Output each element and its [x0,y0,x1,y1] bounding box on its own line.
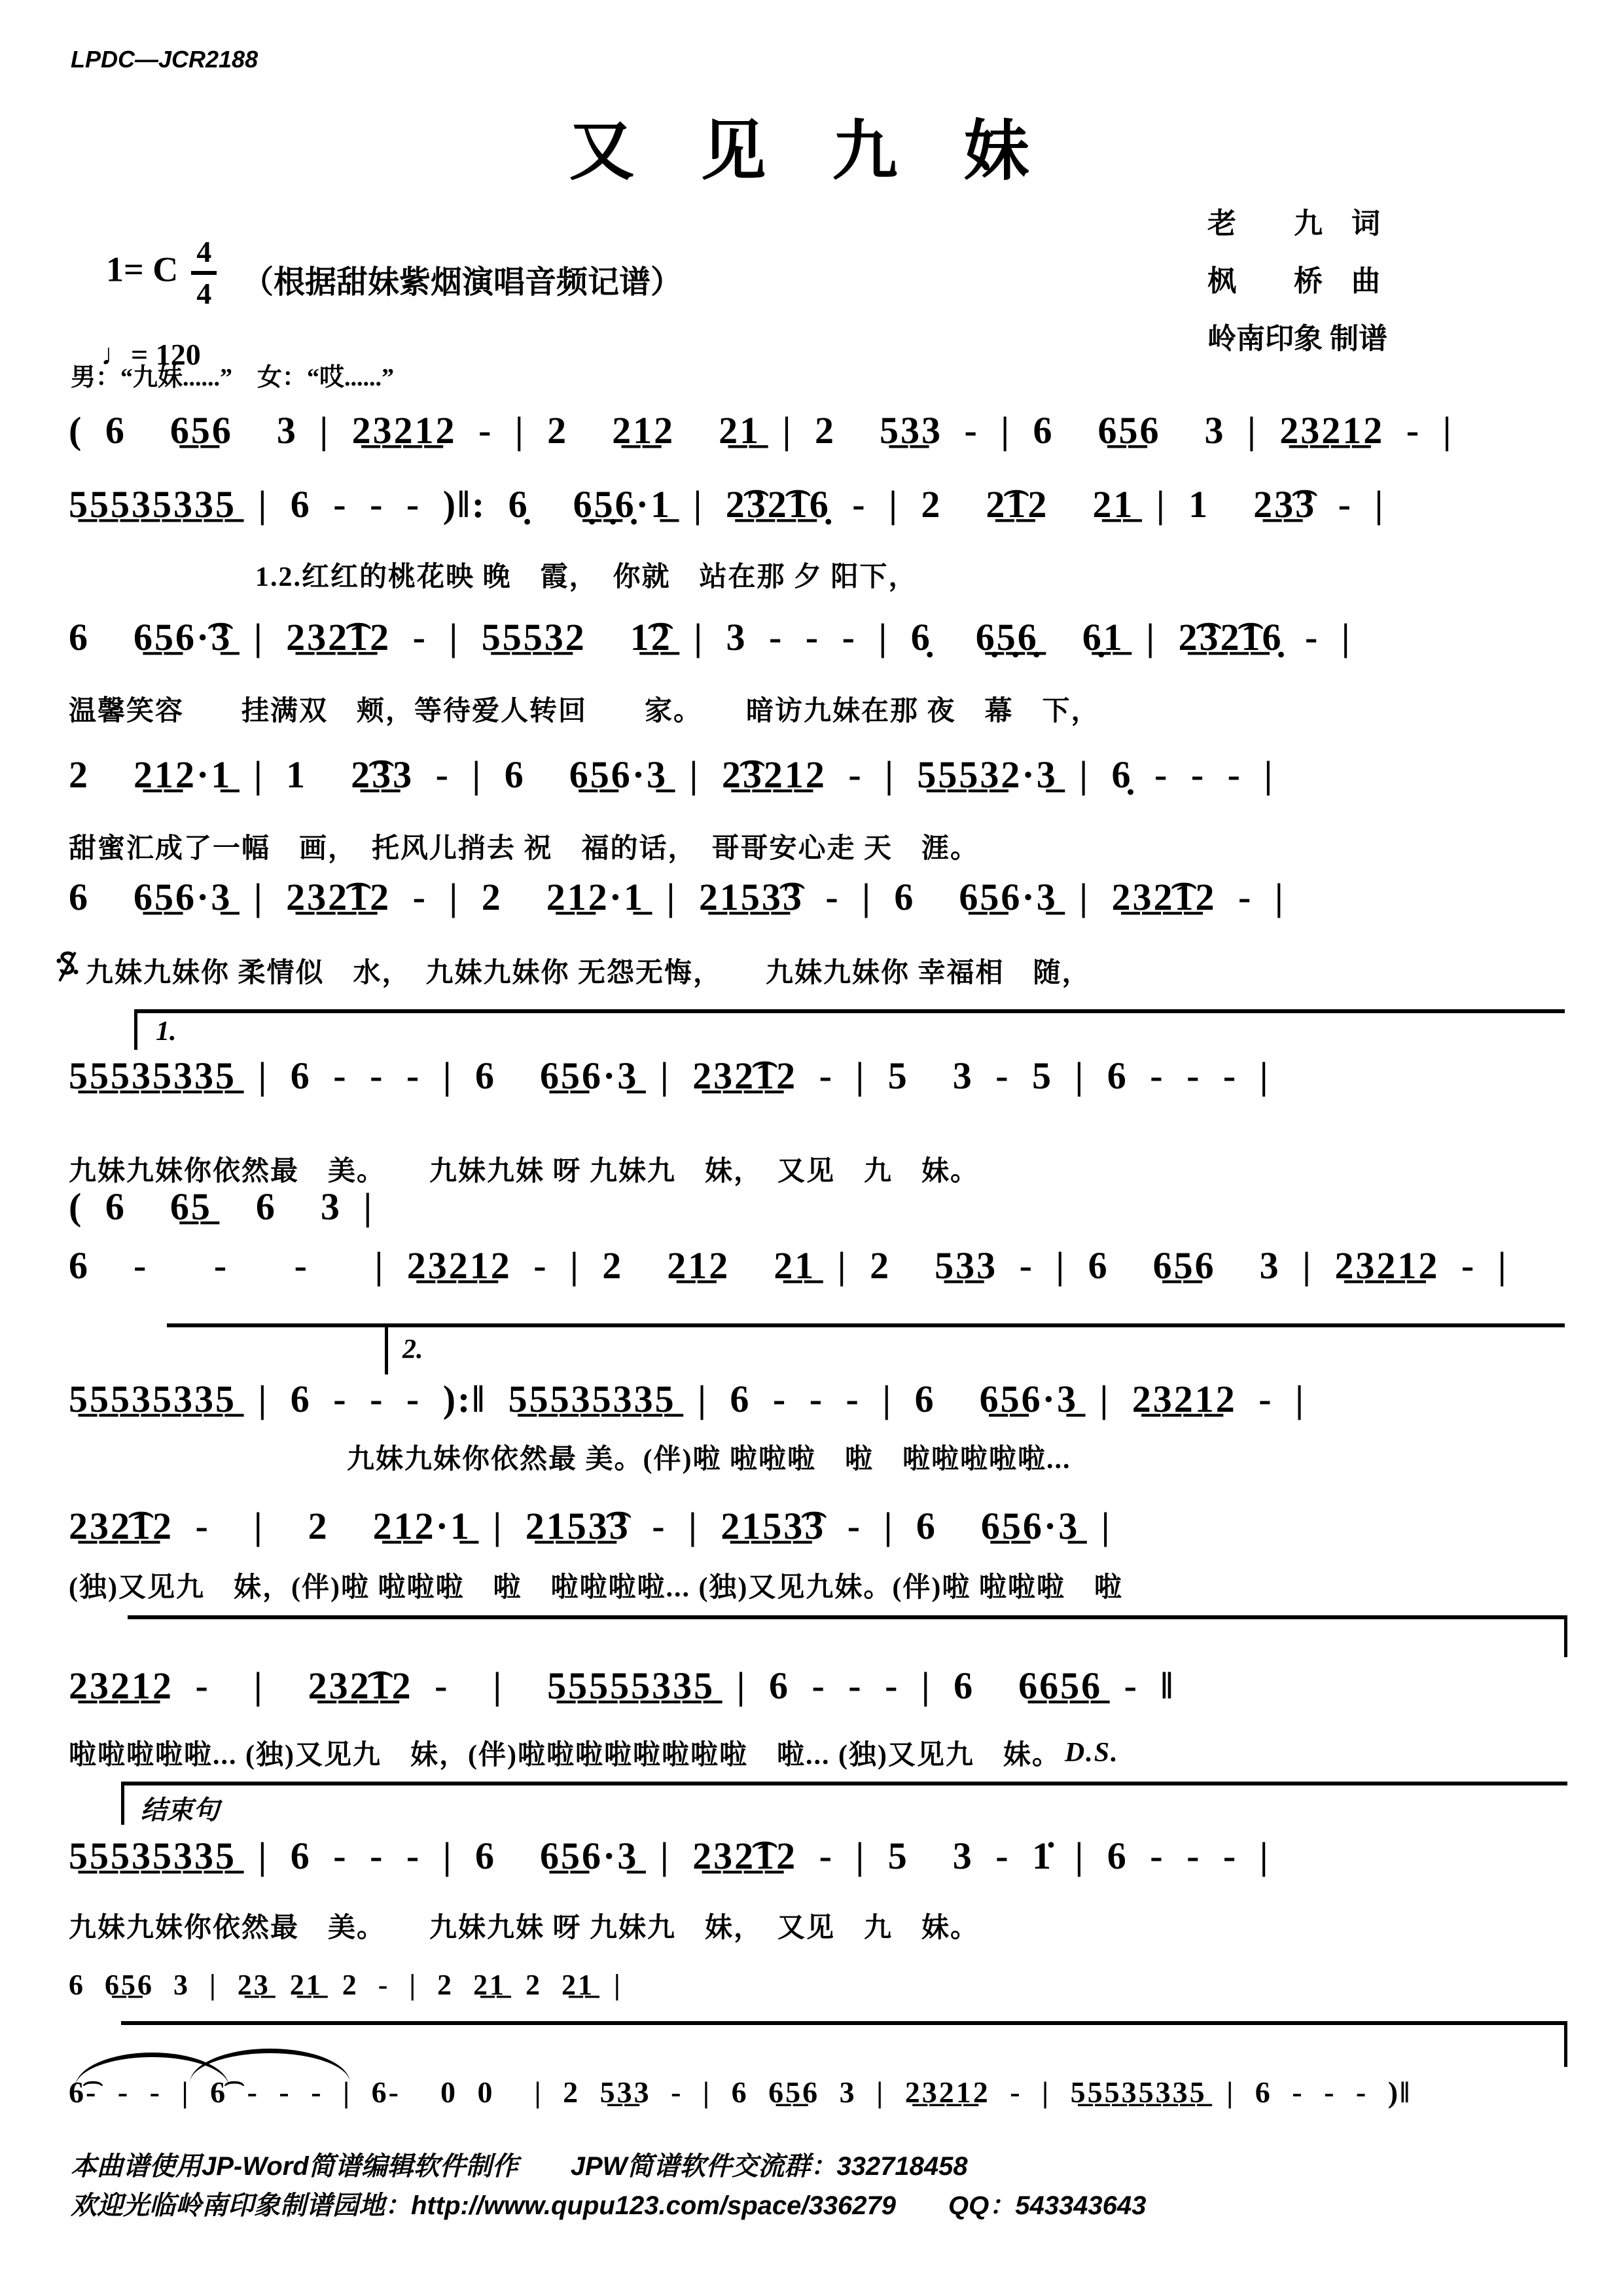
coda-label: 结束句 [141,1795,219,1825]
credit-lyricist: 老 九 词 [1207,207,1380,240]
music-line-4: 2 2̲1̲2·1̲ | 1 2̲͡3̲3 - | 6 6̲5̲6·3̲ | 2̲͡3̲2̲1̲2 - | 5̲5̲5̲3̲2·3̲ | 6̣ - - - | [69,753,1275,796]
music-line-8: 6 - - - | 2̲3̲2̲1̲2 - | 2 2̲1̲2 2̲1̲ | 2 5̲3̲3 - | 6 6̲5̲6 3 | 2̲3̲2̲1̲2 - | [69,1244,1508,1287]
music-line-6: 5̲5̲5̲3̲5̲3̲3̲5̲ | 6 - - - | 6 6̲5̲6·3̲ | 2̲3̲2̲͡1̲2 - | 5 3 - 5 | 6 - - - | [69,1054,1270,1097]
tempo-note-icon: ♩ [101,338,131,371]
music-line-9: 5̲5̲5̲3̲5̲3̲3̲5̲ | 6 - - - ):‖ 5̲5̲5̲3̲5̲3̲3̲5̲ | 6 - - - | 6 6̲5̲6·3̲ | 2̲3̲2̲1̲2 - | [69,1378,1306,1420]
music-line-12: 5̲5̲5̲3̲5̲3̲3̲5̲ | 6 - - - | 6 6̲5̲6·3̲ | 2̲3̲2̲͡1̲2 - | 5 3 - 1̇ | 6 - - - | [69,1835,1270,1877]
coda-bracket-edge [121,1782,124,1825]
time-signature-denominator: 4 [196,277,212,310]
lyric-line-1: 1.2.红红的桃花映 晚 霞， 你就 站在那 夕 阳下， [255,562,918,592]
footer-site-note: 欢迎光临岭南印象制谱园地：http://www.qupu123.com/space/336279 QQ：543343643 [71,2191,1147,2220]
lyric-line-9: 九妹九妹你依然最 美。 九妹九妹 呀 九妹九 妹， 又见 九 妹。 [69,1913,980,1943]
credit-arranger: 岭南印象 制谱 [1207,323,1387,355]
volta2-bracket-tick [385,1323,388,1374]
lyric-line-5: 九妹九妹你依然最 美。 九妹九妹 呀 九妹九 妹， 又见 九 妹。 [69,1157,980,1187]
music-line-7: ( 6 6̲5̲ 6 3 | [69,1185,374,1228]
system-rule-2 [121,2021,1567,2025]
lyric-line-4: 九妹九妹你 柔情似 水， 九妹九妹你 无怨无悔， 九妹九妹你 幸福相 随， [56,950,1091,990]
lyric-line-2: 温馨笑容 挂满双 颊，等待爱人转回 家。 暗访九妹在那 夜 幕 下， [69,696,1100,726]
lyric-line-8: 啦啦啦啦啦... (独)又见九 妹，(伴)啦啦啦啦啦啦啦啦 啦... (独)又见九 妹。 D.S. [69,1738,1119,1770]
music-line-13: 6 6̲5̲6 3 | 2̲3̲ 2̲1̲ 2 - | 2 2̲1̲ 2 2̲1̲ | [69,1969,622,2001]
lyric-line-7: (独)又见九 妹，(伴)啦 啦啦啦 啦 啦啦啦啦... (独)又见九妹。(伴)啦 啦啦啦 啦 [69,1573,1123,1603]
subtitle: （根据甜妹紫烟演唱音频记谱） [242,265,683,300]
coda-bracket-line [121,1782,1567,1785]
credit-composer: 枫 桥 曲 [1207,265,1380,297]
footer-software-note: 本曲谱使用JP-Word简谱编辑软件制作 JPW简谱软件交流群：332718458 [71,2152,968,2181]
lyric-line-3: 甜蜜汇成了一幅 画， 托风儿捎去 祝 福的话， 哥哥安心走 天 涯。 [69,834,980,864]
system-rule-1 [128,1615,1567,1619]
system-rule-2-edge [1564,2021,1567,2067]
music-line-14: 6͡- - - | 6͡ - - - | 6- 0 0 | 2 5̲3̲3 - | 6 6̲5̲6 3 | 2̲3̲2̲1̲2 - | 5̲5̲5̲3̲5̲3̲3̲5̲ | 6 - - - )‖ [69,2075,1412,2109]
key-signature: 1= C [106,249,179,289]
volta1-bracket-edge [134,1009,137,1050]
system-rule-1-edge [1564,1615,1567,1657]
segno-icon [56,950,79,990]
time-signature [191,237,217,309]
music-line-11: 2̲3̲2̲1̲2 - | 2̲3̲2̲͡1̲2 - | 5̲5̲5̲5̲5̲3̲3̲5̲ | 6 - - - | 6 6̲6̲5̲6̲ - ‖ [69,1664,1175,1707]
tempo-value: = 120 [131,338,201,371]
music-line-3: 6 6̲5̲6·͡3̲ | 2̲3̲2̲͡1̲2 - | 5̲5̲5̲3̲2 1̲͡2̲ | 3 - - - | 6̣ 6̣̲5̣̲6̣̲ 6̣̲1̲ | 2̲͡3̲2̲͡1̲6̣ - | [69,616,1352,658]
volta2-label: 2. [402,1335,423,1365]
music-line-2: 5̲5̲5̲3̲5̲3̲3̲5̲ | 6 - - - )‖: 6̣ 6̣̲5̣̲6̣·1̲ | 2̲͡3̲2̲͡1̲6̣ - | 2 2̲͡1̲2 2̲1̲ | 1 2̲3̲͡3 - | [69,483,1385,526]
catalog-number: LPDC—JCR2188 [71,46,259,73]
music-line-5: 6 6̲5̲6·3̲ | 2̲3̲2̲͡1̲2 - | 2 2̲1̲2·1̲ | 2̲1̲5̲3̲͡3 - | 6 6̲5̲6·3̲ | 2̲3̲2̲͡1̲2 - | [69,876,1285,918]
song-title: 又 见 九 妹 [569,115,1054,188]
volta2-bracket-line [167,1323,1565,1327]
ds-marking: D.S. [1064,1738,1119,1768]
lyric-line-6: 九妹九妹你依然最 美。(伴)啦 啦啦啦 啦 啦啦啦啦啦... [347,1444,1071,1475]
music-line-10: 2̲3̲2̲͡1̲2 - | 2 2̲1̲2·1̲ | 2̲1̲5̲3̲͡3 - | 2̲1̲5̲3̲͡3 - | 6 6̲5̲6·3̲ | [69,1505,1112,1547]
music-line-1: ( 6 6̲5̲6 3 | 2̲3̲2̲1̲2 - | 2 2̲1̲2 2̲1̲ | 2 5̲3̲3 - | 6 6̲5̲6 3 | 2̲3̲2̲1̲2 - | [69,409,1454,452]
volta1-label: 1. [156,1016,177,1047]
time-signature-numerator: 4 [191,237,217,275]
volta1-bracket-line [134,1009,1565,1013]
dialogue-line: 男：“九妹......” 女：“哎......” [71,364,395,391]
